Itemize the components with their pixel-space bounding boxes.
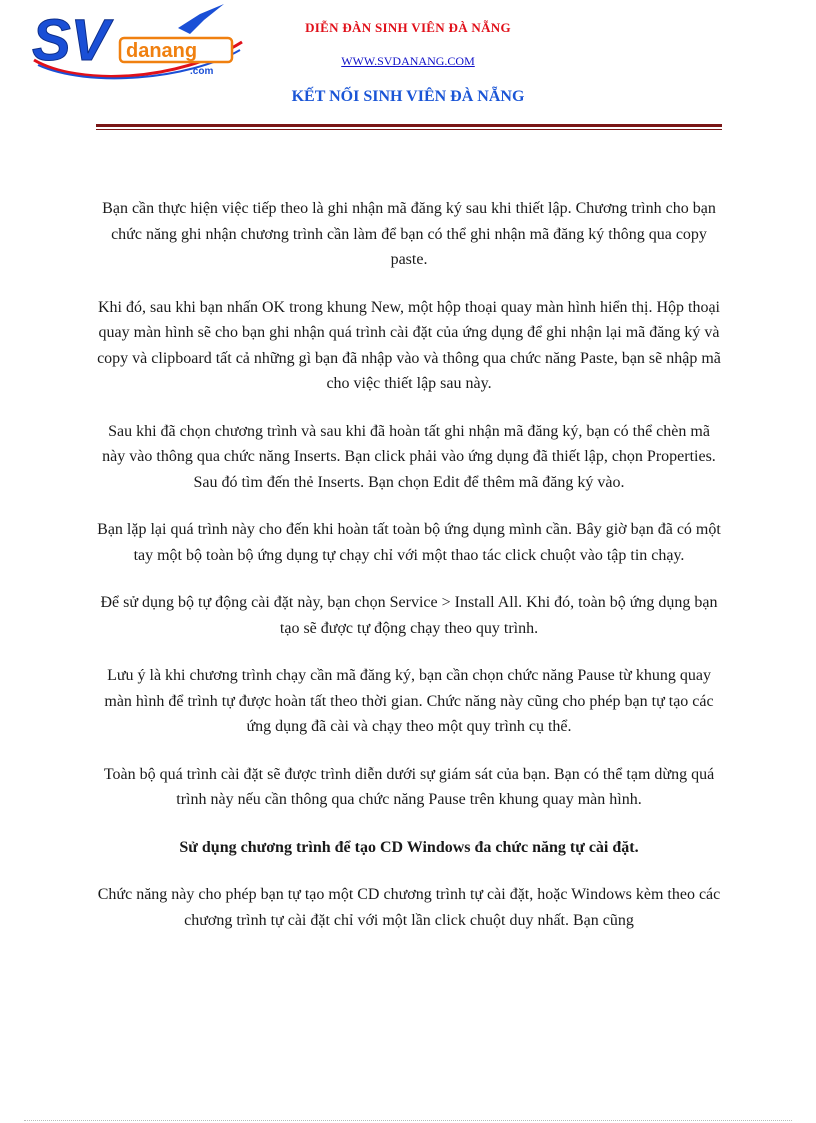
tagline: KẾT NỐI SINH VIÊN ĐÀ NẴNG xyxy=(291,88,525,105)
header-divider-thick xyxy=(96,124,722,127)
forum-title: DIỄN ĐÀN SINH VIÊN ĐÀ NẴNG xyxy=(305,20,511,35)
paragraph: Khi đó, sau khi bạn nhấn OK trong khung New, một hộp thoại quay màn hình hiển thị. Hộp thoại quay màn hình sẽ cho bạn ghi nhận quá trình cài đặt của ứng dụng để ghi nhận lại mã đăng ký và copy và clipboard tất cả những gì bạn đã nhập vào và thông qua chức năng Paste, bạn sẽ nhập mã cho việc thiết lập sau này. xyxy=(97,298,721,392)
svdanang-logo xyxy=(28,2,250,82)
paragraph: Chức năng này cho phép bạn tự tạo một CD chương trình tự cài đặt, hoặc Windows kèm theo các chương trình tự cài đặt chỉ với một lần click chuột duy nhất. Bạn cũng xyxy=(97,886,721,929)
paragraph: Bạn lặp lại quá trình này cho đến khi hoàn tất toàn bộ ứng dụng mình cần. Bây giờ bạn đã có một tay một bộ toàn bộ ứng dụng tự chạy chỉ với một thao tác click chuột vào tập tin chạy. xyxy=(97,521,721,564)
paragraph: Sau khi đã chọn chương trình và sau khi đã hoàn tất ghi nhận mã đăng ký, bạn có thể chèn mã này vào thông qua chức năng Inserts. Bạn click phải vào ứng dụng đã thiết lập, chọn Properties. Sau đó tìm đến thẻ Inserts. Bạn chọn Edit để thêm mã đăng ký vào. xyxy=(102,422,716,491)
paragraph: Để sử dụng bộ tự động cài đặt này, bạn chọn Service > Install All. Khi đó, toàn bộ ứng dụng bạn tạo sẽ được tự động chạy theo quy trình. xyxy=(100,594,718,637)
page-bottom-divider xyxy=(24,1120,792,1121)
paragraph: Lưu ý là khi chương trình chạy cần mã đăng ký, bạn cần chọn chức năng Pause từ khung quay màn hình để trình tự được hoàn tất theo thời gian. Chức năng này cũng cho phép bạn tự tạo các ứng dụng đã cài và chạy theo một quy trình cụ thể. xyxy=(104,667,714,735)
paragraph: Bạn cần thực hiện việc tiếp theo là ghi nhận mã đăng ký sau khi thiết lập. Chương trình cho bạn chức năng ghi nhận chương trình cần làm để bạn có thể ghi nhận mã đăng ký thông qua copy paste. xyxy=(102,200,716,268)
paragraph: Toàn bộ quá trình cài đặt sẽ được trình diễn dưới sự giám sát của bạn. Bạn có thể tạm dừng quá trình này nếu cần thông qua chức năng Pause trên khung quay màn hình. xyxy=(103,765,715,808)
logo-sv-text: SV xyxy=(32,8,110,73)
logo-com-text: .com xyxy=(190,66,214,77)
logo-brand-text: danang xyxy=(126,40,198,62)
header-divider-thin xyxy=(96,129,722,130)
document-body xyxy=(96,196,722,955)
website-link[interactable]: WWW.SVDANANG.COM xyxy=(341,54,475,68)
section-heading: Sử dụng chương trình để tạo CD Windows đa chức năng tự cài đặt. xyxy=(179,838,639,856)
